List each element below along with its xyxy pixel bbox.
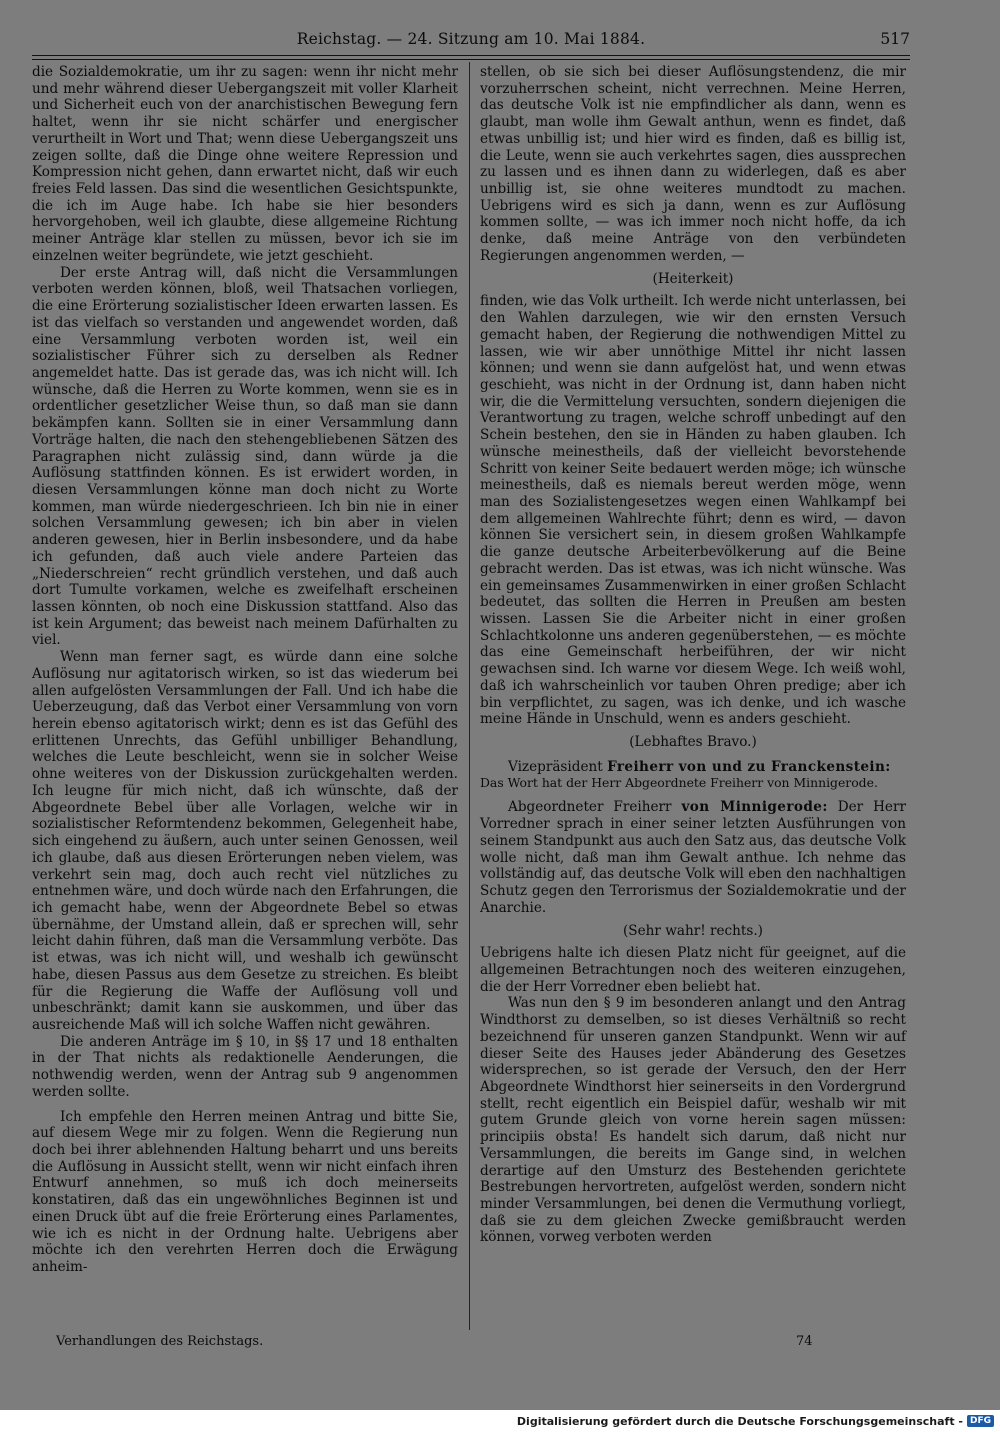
paragraph: Uebrigens halte ich diesen Platz nicht für geeignet, auf die allgemeinen Betrachtungen noch des weiteren einzugehen, die der Herr Vorredner eben beliebt hat.	[480, 945, 906, 995]
digitization-credit-bar	[0, 1410, 1000, 1432]
reaction-note: (Lebhaftes Bravo.)	[629, 734, 757, 751]
header-rule-top	[32, 55, 910, 56]
speaker-name: von Minnigerode:	[681, 799, 828, 816]
paragraph: Ich empfehle den Herren meinen Antrag und bitte Sie, auf diesem Wege mir zu folgen. Wenn die Regierung nun doch bei ihrer ablehnenden Haltung beharrt und uns bereits die Auflösung in Aussicht stellt, wenn wir nicht einfach ihren Entwurf annehmen, so muß ich doch meinerseits konstatiren, daß das ein ungewöhnliches Beginnen ist und einen Druck übt auf die freie Erörterung eines Parlamentes, wie ich es nicht in der Ordnung halte. Uebrigens aber möchte ich den verehrten Herren doch die Erwägung anheim-	[32, 1108, 458, 1276]
speaker-paragraph	[480, 799, 906, 916]
footer-signature: 74	[796, 1334, 813, 1349]
speech-text: Der Herr Vorredner sprach in einer seiner letzten Ausführungen von seinem Standpunkt aus auch den Satz aus, das deutsche Volk wolle nicht, daß man ihm Gewalt anthue. Ich nehme das vollständig auf, das deutsche Volk will eben den nachhaltigen Schutz gegen den Terrorismus der Sozialdemokratie und der Anarchie.	[480, 799, 906, 916]
dfg-logo-icon: DFG	[967, 1415, 994, 1427]
paragraph: Der erste Antrag will, daß nicht die Versammlungen verboten werden können, bloß, weil Thatsachen vorliegen, die eine Erörterung sozialistischer Ideen erwarten lassen. Es ist das vielfach so verstanden und angewendet worden, daß eine Versammlung verboten worden ist, weil ein sozialistischer Führer sich zu derselben als Redner angemeldet hatte. Das ist gerade das, was ich nicht will. Ich wünsche, daß die Herren zu Worte kommen, wenn sie es in ordentlicher gesetzlicher Weise thun, so daß man sie dann bekämpfen kann. Sollten sie in einer Versammlung dann Vorträge halten, die nach den stehengebliebenen Sätzen des Paragraphen nicht zulässig sind, dann würde ja die Auflösung stattfinden können. Es ist erwidert worden, in diesen Versammlungen könne man doch nicht zu Worte kommen, man würde niedergeschrieen. Ich bin nie in einer solchen Versammlung gewesen; ich bin aber in vielen anderen gewesen, hier in Berlin insbesondere, und da habe ich gefunden, daß auch viele andere Parteien das „Niederschreien“ recht gründlich verstehen, und daß auch dort Tumulte vorkamen, welche es zweifelhaft erscheinen lassen könnten, ob noch eine Diskussion stattfand. Also das ist kein Argument; das beweist nach meinem Dafürhalten zu viel.	[32, 264, 458, 649]
paragraph: Was nun den § 9 im besonderen anlangt und den Antrag Windthorst zu demselben, so ist dieses Verhältniß so recht bezeichnend für unseren ganzen Standpunkt. Wenn wir auf dieser Seite des Hauses jeder Abänderung des Gesetzes widersprechen, so ist gerade der Versuch, den der Herr Abgeordnete Windthorst hier seinerseits in den Vordergrund stellt, recht eigentlich ein Beispiel dafür, weshalb wir mit gutem Grunde gleich von vorne herein sagen müssen: principiis obsta! Es handelt sich darum, daß nicht nur Versammlungen, die bereits im Gange sind, in welchen derartige auf den Umsturz des Bestehenden gerichtete Bestrebungen hervortreten, aufgelöst werden, sondern nicht minder Versammlungen, bei denen die Vermuthung vorliegt, daß sie zu dem gleichen Zwecke gemißbraucht werden können, vorweg verboten werden	[480, 995, 906, 1246]
reaction-note: (Sehr wahr! rechts.)	[623, 922, 763, 939]
paragraph: Wenn man ferner sagt, es würde dann eine solche Auflösung nur agitatorisch wirken, so ist das wiederum bei allen aufgelösten Versammlungen der Fall. Und ich habe die Ueberzeugung, daß das Verbot einer Versammlung von vorn herein ebenso agitatorisch wirkt; denn es ist das Gefühl des erlittenen Unrechts, das Gefühl unbilliger Behandlung, welches die Leute beschleicht, wenn sie in solcher Weise ohne weiteres von der Diskussion zurückgehalten werden. Ich leugne für mich nicht, daß ich wünschte, daß der Abgeordnete Bebel über alle Vorlagen, welche wir in sozialistischer Reformtendenz bekommen, Gelegenheit habe, sich eingehend zu äußern, auch unter seinen Genossen, weil ich glaube, daß aus diesen Erörterungen neben vielem, was verkehrt sein mag, doch auch recht viel nützliches zu entnehmen wäre, und doch würde nach den Erfahrungen, die ich gemacht habe, wenn der Abgeordnete Bebel so etwas übernähme, der Umstand allein, daß er sprechen will, sehr leicht dahin führen, daß man die Versammlung verböte. Das ist etwas, was ich nicht will, und weshalb ich gewünscht habe, diesen Passus aus dem Gesetze zu streichen. Es bleibt für die Regierung die Waffe der Auflösung voll und unbeschränkt; damit kann sie auskommen, und über das ausreichende Maß will ich solche Waffen nicht gewähren.	[32, 649, 458, 1033]
paragraph: Das Wort hat der Herr Abgeordnete Freiherr von Minnigerode.	[480, 775, 878, 791]
speaker-role: Abgeordneter Freiherr	[508, 799, 672, 816]
left-column	[32, 64, 458, 1276]
paragraph: finden, wie das Volk urtheilt. Ich werde nicht unterlassen, bei den Wahlen darzulegen, wie wir den ernsten Versuch gemacht haben, der Regierung die nothwendigen Mittel zu lassen, wie wir aber unnöthige Mittel ihr nicht lassen können; und wenn sie dann aufgelöst hat, und wenn etwas geschieht, was nicht in der Ordnung ist, dann haben nicht wir, die die Vermittelung versuchten, sondern diejenigen die Verantwortung zu tragen, welche schroff unbedingt auf den Schein bestehen, den sie in Händen zu haben glauben. Ich wünsche meinestheils, daß der vielleicht bevorstehende Schritt von keiner Seite bedauert werden möge; ich wünsche meinestheils, daß es niemals bereut werden möge, wenn man des Sozialistengesetzes wegen einen Wahlkampf bei dem allgemeinen Wahlrechte führt; denn es wird, — davon können Sie versichert sein, in diesem großen Wahlkampfe die ganze deutsche Arbeiterbevölkerung auf die Beine gebracht werden. Das ist etwas, was ich nicht wünsche. Was ein gemeinsames Zusammenwirken in einer großen Schlacht bedeutet, das sollten die Herren in Preußen am besten wissen. Lassen Sie die Arbeiter nicht in einer großen Schlachtkolonne uns anderen gegenüberstehen, — es möchte das eine Gemeinschaft herbeiführen, der wir nicht gewachsen sind. Ich warne vor diesem Wege. Ich weiß wohl, daß ich wahrscheinlich vor tauben Ohren predige; aber ich bin verpflichtet, zu sagen, was ich denke, und ich wasche meine Hände in Unschuld, wenn es anders geschieht.	[480, 293, 906, 728]
page-header	[32, 30, 910, 52]
column-divider	[469, 62, 470, 1330]
paragraph: die Sozialdemokratie, um ihr zu sagen: wenn ihr nicht mehr und mehr während dieser Uebergangszeit mit voller Klarheit und Sicherheit euch von der anarchistischen Bewegung fern haltet, wenn ihr sie nicht schärfer und energischer verurtheilt in Wort und That; wenn diese Uebergangszeit uns zeigen sollte, daß die Dinge ohne weitere Repression und Kompression nicht gehen, dann erwartet nicht, daß wir euch freies Feld lassen. Das sind die wesentlichen Gesichtspunkte, die ich im Auge habe. Ich habe sie hier besonders hervorgehoben, weil ich glaubte, diese allgemeine Richtung meiner Anträge klar stellen zu müssen, bevor ich sie im einzelnen weiter begründete, wie jetzt geschieht.	[32, 64, 458, 264]
vice-president-line	[480, 759, 906, 776]
credit-text: Digitalisierung gefördert durch die Deutsche Forschungsgemeinschaft -	[516, 1414, 963, 1428]
header-title: Reichstag. — 24. Sitzung am 10. Mai 1884.	[296, 30, 646, 48]
paragraph: Die anderen Anträge im § 10, in §§ 17 und 18 enthalten in der That nichts als redaktionelle Aenderungen, die nothwendig werden, wenn der Antrag sub 9 angenommen werden sollte.	[32, 1033, 458, 1100]
speaker-name: Freiherr von und zu Franckenstein:	[607, 758, 891, 775]
page-number: 517	[880, 30, 910, 48]
reaction-note: (Heiterkeit)	[652, 270, 734, 287]
paragraph: stellen, ob sie sich bei dieser Auflösungstendenz, die mir vorzuherrschen scheint, nicht verrechnen. Meine Herren, das deutsche Volk ist nie empfindlicher als dann, wenn es glaubt, man wolle ihm Gewalt anthun, wenn es findet, daß etwas unbillig ist; und hier wird es finden, daß es billig ist, die Leute, wenn sie auch verkehrtes sagen, dies aussprechen zu lassen und es ihnen dann zu widerlegen, daß es aber unbillig ist, sie ohne weiteres mundtodt zu machen. Uebrigens wird es sich ja dann, wenn es zur Auflösung kommen sollte, — was ich immer noch nicht hoffe, da ich denke, daß meine Anträge von den verbündeten Regierungen angenommen werden, —	[480, 64, 906, 264]
footer-publication: Verhandlungen des Reichstags.	[56, 1334, 264, 1349]
header-rule-bottom	[32, 59, 910, 60]
speaker-role: Vizepräsident	[508, 758, 603, 775]
right-column	[480, 64, 906, 1246]
